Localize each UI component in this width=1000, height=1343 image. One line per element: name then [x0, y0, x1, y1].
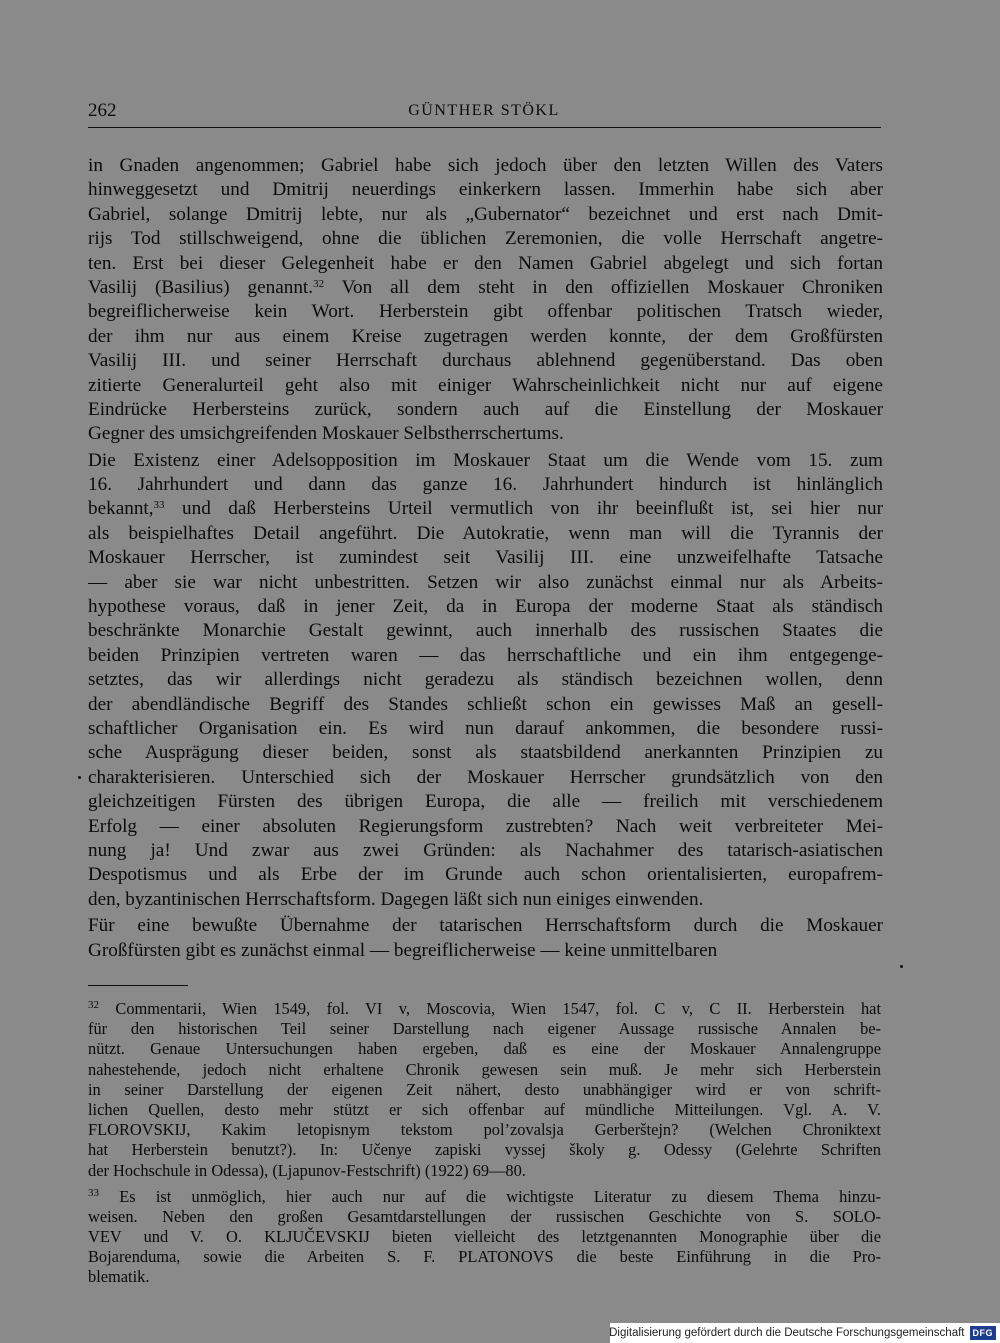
text-line: Die Existenz einer Adelsopposition im Moskauer Staat um die Wende vom 15. zum [88, 449, 883, 471]
text-fragment: und daß Herbersteins Urteil vermutlich von ihr beeinflußt ist, sei hier nur [164, 498, 883, 520]
footnote-line: VEV und V. O. KLJUČEVSKIJ bieten vielleicht des letztgenannten Monographie über die [88, 1227, 881, 1247]
main-text [88, 154, 883, 963]
text-line: Eindrücke Herbersteins zurück, sondern auch auf die Einstellung der Moskauer [88, 398, 883, 420]
footnote-number [88, 999, 99, 1011]
text-line: in Gnaden angenommen; Gabriel habe sich jedoch über den letzten Willen des Vaters [88, 155, 883, 176]
header-rule [88, 127, 881, 128]
footnote-line: in seiner Darstellung der eigenen Zeit nähert, desto unabhängiger wird er von schrift- [88, 1079, 881, 1099]
text-line: begreiflicherweise kein Wort. Herberstein gibt offenbar politischen Tratsch wieder, [88, 301, 883, 323]
text-line: Für eine bewußte Übernahme der tatarischen Herrschaftsform durch die Moskauer [88, 915, 883, 937]
text-line: Gabriel, solange Dmitrij lebte, nur als „Gubernator“ bezeichnet und erst nach Dmit- [88, 203, 883, 225]
text-fragment: bekannt, [88, 498, 154, 520]
page-header [88, 100, 880, 124]
text-line: Vasilij III. und seiner Herrschaft durchaus ablehnend gegenüberstand. Das oben [88, 350, 883, 372]
scan-speck [900, 965, 903, 968]
text-line: setztes, das wir allerdings nicht geradezu als ständisch bezeichnen wollen, denn [88, 669, 883, 691]
footnote-text: Es ist unmöglich, hier auch nur auf die wichtigste Literatur zu diesem Thema hinzu- [99, 1186, 881, 1206]
footnotes [88, 999, 881, 1288]
text-line: Großfürsten gibt es zunächst einmal — begreiflicherweise — keine unmittelbaren [88, 939, 718, 961]
text-line [88, 276, 883, 300]
footnote-number-text: 32 [88, 999, 99, 1011]
footnote-line: hat Herberstein benutzt?). In: Učenye zapiski vyssej školy g. Odessy (Gelehrte Schriften [88, 1140, 881, 1160]
footnote-number [88, 1187, 99, 1199]
text-line: 16. Jahrhundert und dann das ganze 16. Jahrhundert hindurch ist hinlänglich [88, 474, 883, 496]
digitization-footer [610, 1323, 1000, 1343]
footnote-reference: 32 [313, 277, 325, 290]
scan-speck [78, 776, 81, 779]
text-fragment: Von all dem steht in den offiziellen Moskauer Chroniken [324, 276, 883, 298]
text-line: schaftlicher Organisation ein. Es wird nun darauf ankommen, die besondere russi- [88, 717, 883, 739]
footnote-text: Commentarii, Wien 1549, fol. VI v, Moscovia, Wien 1547, fol. C v, C II. Herberstein hat [99, 999, 881, 1018]
footnote-line: FLOROVSKIJ, Kakim letopisnym tekstom pol’zovalsja Gerberštejn? (Welchen Chroniktext [88, 1120, 881, 1140]
running-head: GÜNTHER STÖKL [408, 102, 560, 119]
footnote-line: der Hochschule in Odessa), (Ljapunov-Festschrift) (1922) 69—80. [88, 1160, 526, 1180]
text-line: Erfolg — einer absoluten Regierungsform zustrebten? Nach weit verbreiteter Mei- [88, 815, 883, 837]
footnote-line: für den historischen Teil seiner Darstellung nach eigener Aussage russische Annalen be- [88, 1019, 881, 1039]
text-line: rijs Tod stillschweigend, ohne die üblichen Zeremonien, die volle Herrschaft angetre- [88, 228, 883, 250]
footnote-line [88, 999, 881, 1019]
footnote-separator [88, 985, 188, 986]
text-line: Gegner des umsichgreifenden Moskauer Selbstherrschertums. [88, 423, 564, 445]
text-line: der abendländische Begriff des Standes schließt schon ein gewisses Maß an gesell- [88, 693, 883, 715]
footnote-line: weisen. Neben den großen Gesamtdarstellungen der russischen Geschichte von S. SOLO- [88, 1206, 881, 1226]
footnote-line: blematik. [88, 1267, 150, 1287]
text-line: den, byzantinischen Herrschaftsform. Dagegen läßt sich nun einiges einwenden. [88, 888, 704, 910]
text-line: Despotismus und als Erbe der im Grunde auch schon orientalisierten, europafrem- [88, 864, 883, 886]
text-line: — aber sie war nicht unbestritten. Setzen wir also zunächst einmal nur als Arbeits- [88, 571, 883, 593]
text-line: beschränkte Monarchie Gestalt gewinnt, auch innerhalb des russischen Staates die [88, 620, 883, 642]
text-line: gleichzeitigen Fürsten des übrigen Europa, die alle — freilich mit verschiedenem [88, 791, 883, 813]
text-line: ten. Erst bei dieser Gelegenheit habe er den Namen Gabriel abgelegt und sich fortan [88, 252, 883, 274]
footnote-marker [313, 278, 324, 290]
funding-notice: Digitalisierung gefördert durch die Deutsche Forschungsgemeinschaft [609, 1327, 965, 1339]
footnote-line: nützt. Genaue Untersuchungen haben ergeben, daß es eine der Moskauer Annalengruppe [88, 1039, 881, 1059]
footnote-line: lichen Quellen, desto mehr stützt er sich offenbar auf mündliche Mitteilungen. Vgl. A. V. [88, 1099, 881, 1119]
text-line: hypothese voraus, daß in jener Zeit, da in Europa der moderne Staat als ständisch [88, 596, 883, 618]
footnote-reference: 33 [153, 499, 165, 512]
footnote-line: nahestehende, jedoch nicht erhaltene Chronik gewesen sein muß. Je mehr sich Herberstein [88, 1059, 881, 1079]
page-number: 262 [88, 100, 117, 121]
text-fragment: Vasilij (Basilius) genannt. [88, 276, 314, 298]
footnote-marker [154, 499, 165, 511]
text-line: hinweggesetzt und Dmitrij neuerdings einkerkern lassen. Immerhin habe sich aber [88, 179, 883, 201]
text-line: Moskauer Herrscher, ist zumindest seit Vasilij III. eine unzweifelhafte Tatsache [88, 547, 883, 569]
text-line: als beispielhaftes Detail angeführt. Die Autokratie, wenn man will die Tyrannis der [88, 522, 883, 544]
footnote-number-text: 33 [88, 1186, 99, 1199]
text-line [88, 497, 883, 521]
text-line: nung ja! Und zwar aus zwei Gründen: als Nachahmer des tatarisch-asiatischen [88, 839, 883, 861]
dfg-logo: DFG [970, 1326, 997, 1340]
text-line: sche Ausprägung dieser beiden, sonst als staatsbildend anerkannten Prinzipien zu [88, 742, 883, 764]
text-line: zitierte Generalurteil geht also mit einiger Wahrscheinlichkeit nicht nur auf eigene [88, 374, 883, 396]
footnote-line: Bojarenduma, sowie die Arbeiten S. F. PLATONOVS die beste Einführung in die Pro- [88, 1247, 881, 1267]
footnote-line [88, 1187, 881, 1207]
text-line: charakterisieren. Unterschied sich der Moskauer Herrscher grundsätzlich von den [88, 766, 883, 788]
text-line: der ihm nur aus einem Kreise zugetragen werden konnte, der dem Großfürsten [88, 325, 883, 347]
text-line: beiden Prinzipien vertreten waren — das herrschaftliche und ein ihm entgegenge- [88, 644, 883, 666]
